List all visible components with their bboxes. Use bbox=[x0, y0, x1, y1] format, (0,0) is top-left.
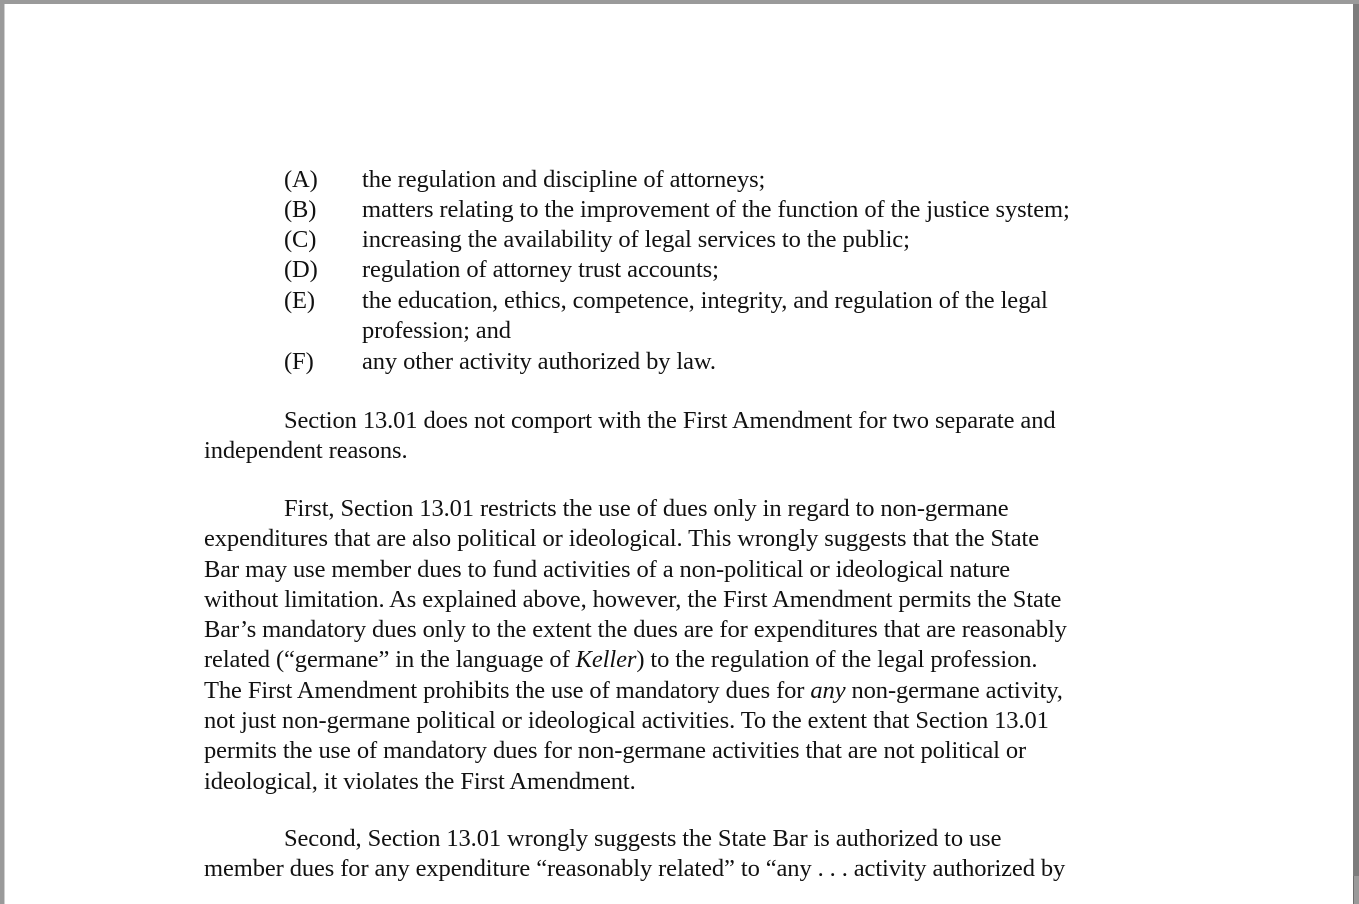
document-page bbox=[5, 4, 1353, 904]
paragraph-line bbox=[204, 676, 1164, 706]
paragraph-line: independent reasons. bbox=[204, 437, 408, 465]
list-text: the regulation and discipline of attorneys; bbox=[362, 166, 766, 193]
list-letter: (C) bbox=[284, 226, 317, 253]
text-run: The First Amendment prohibits the use of mandatory dues for bbox=[204, 676, 811, 704]
paragraph-line: Bar may use member dues to fund activities of a non-political or ideological nature bbox=[204, 555, 1011, 583]
paragraph-line bbox=[204, 645, 1164, 675]
list-letter: (A) bbox=[284, 166, 318, 193]
paragraph bbox=[204, 494, 1164, 797]
paragraph-line: not just non-germane political or ideological activities. To the extent that Section 13.01 bbox=[204, 707, 1049, 735]
list-text: regulation of attorney trust accounts; bbox=[362, 256, 719, 283]
list-letter: (E) bbox=[284, 287, 315, 314]
paragraph-line: Bar’s mandatory dues only to the extent the dues are for expenditures that are reasonably bbox=[204, 616, 1067, 644]
list-text: increasing the availability of legal services to the public; bbox=[362, 226, 910, 253]
list-text-line: profession; and bbox=[362, 317, 511, 345]
paragraph-line: Second, Section 13.01 wrongly suggests the State Bar is authorized to use bbox=[284, 825, 1002, 852]
list-text: any other activity authorized by law. bbox=[362, 348, 716, 375]
list-text-line: the education, ethics, competence, integrity, and regulation of the legal bbox=[362, 287, 1048, 314]
text-run: related (“germane” in the language of bbox=[204, 646, 576, 674]
list-letter: (D) bbox=[284, 256, 318, 283]
paragraph-line: Section 13.01 does not comport with the First Amendment for two separate and bbox=[284, 407, 1056, 434]
paragraph-line: expenditures that are also political or ideological. This wrongly suggests that the State bbox=[204, 525, 1040, 553]
case-name-keller: Keller bbox=[575, 646, 637, 674]
list-letter: (F) bbox=[284, 348, 314, 375]
emphasis-any: any bbox=[810, 676, 846, 704]
list-text: matters relating to the improvement of the function of the justice system; bbox=[362, 196, 1070, 223]
paragraph-line: permits the use of mandatory dues for non-germane activities that are not political or bbox=[204, 737, 1027, 765]
page-edge-shadow bbox=[1353, 4, 1359, 876]
text-run: non-germane activity, bbox=[845, 676, 1063, 704]
list-letter: (B) bbox=[284, 196, 317, 223]
paragraph-line: First, Section 13.01 restricts the use of dues only in regard to non-germane bbox=[284, 495, 1009, 522]
text-run: ) to the regulation of the legal profession. bbox=[636, 646, 1038, 674]
paragraph-line: ideological, it violates the First Amendment. bbox=[204, 767, 636, 795]
list-text bbox=[362, 286, 1142, 347]
paragraph-line: member dues for any expenditure “reasonably related” to “any . . . activity authorized by bbox=[204, 855, 1066, 883]
paragraph bbox=[204, 406, 1164, 467]
paragraph-line: without limitation. As explained above, however, the First Amendment permits the State bbox=[204, 585, 1062, 613]
